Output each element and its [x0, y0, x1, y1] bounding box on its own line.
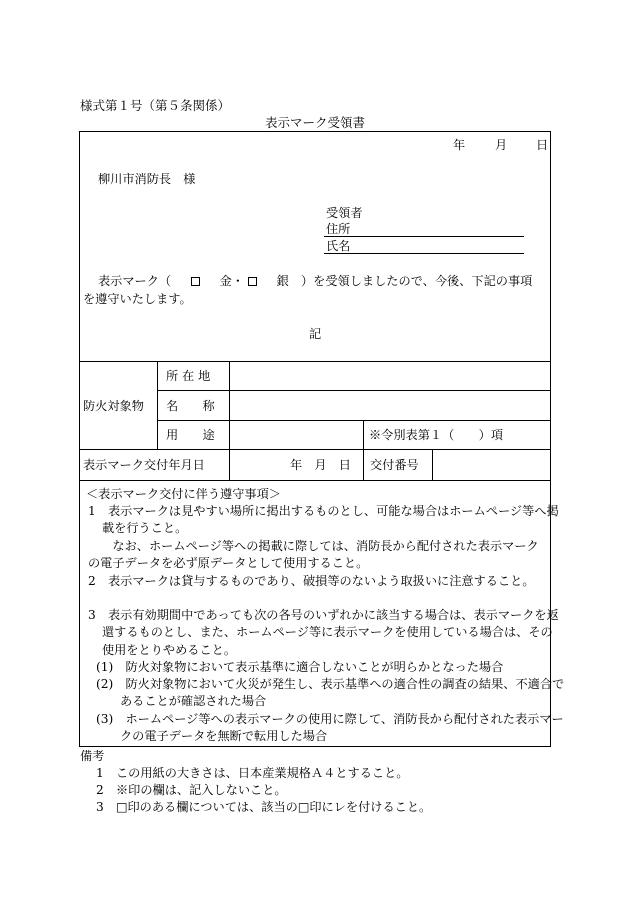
col-line-object [157, 361, 158, 449]
gold-checkbox[interactable] [191, 277, 200, 286]
rule-item-1-note: なお、ホームページ等への掲載に際しては、消防長から配付された表示マークの電子データを必ず原データとして使用すること。 [88, 539, 539, 571]
document-title: 表示マーク受領書 [264, 115, 365, 130]
form-number: 様式第１号（第５条関係） [80, 98, 231, 113]
gold-label: 金・ [219, 274, 244, 288]
use-label: 用 途 [166, 428, 215, 442]
statement-prefix: 表示マーク（ [98, 274, 172, 288]
address-label: 住所 [326, 222, 351, 236]
statement-line1 [98, 272, 532, 290]
note-item-3: 3 □印のある欄については、該当の□印にレを付けること。 [96, 800, 432, 814]
col-line-category [363, 420, 364, 480]
rule-subitem-3: (3) ホームページ等への表示マークの使用に際して、消防長から配付された表示マークの電子データを無断で転用した場合 [96, 712, 564, 744]
rule-item-1: 1 表示マークは見やすい場所に掲出するものとし、可能な場合はホームページ等へ掲載を行うこと。 [88, 504, 559, 536]
name-label: 氏名 [326, 239, 351, 253]
ki-mark: 記 [309, 327, 322, 341]
silver-label: 銀 ）を受領しましたので、今後、下記の事項 [276, 274, 533, 288]
silver-checkbox[interactable] [248, 277, 257, 286]
rules-heading: ＜表示マーク交付に伴う遵守事項＞ [86, 487, 281, 501]
date-year: 年 [453, 138, 466, 152]
table-top-line [79, 361, 551, 362]
recipient-label: 受領者 [326, 206, 363, 220]
row-line-2 [157, 420, 551, 421]
rule-item-2: 2 表示マークは貸与するものであり、破損等のないよう取扱いに注意すること。 [88, 574, 535, 588]
statement-line2: を遵守いたします。 [83, 292, 192, 306]
addressee: 柳川市消防長 様 [98, 172, 196, 186]
category-label: ※令別表第１（ ）項 [369, 428, 504, 442]
name-cell-label: 名 称 [166, 399, 215, 413]
note-item-2: 2 ※印の欄は、記入しないこと。 [96, 783, 287, 797]
date-month: 月 [495, 138, 508, 152]
row-line-3 [79, 449, 551, 450]
rule-subitem-1: (1) 防火対象物において表示基準に適合しないことが明らかとなった場合 [96, 660, 504, 674]
row-line-1 [157, 390, 551, 391]
col-line-issue-no [432, 449, 433, 480]
object-label: 防火対象物 [83, 399, 144, 413]
rule-subitem-2: (2) 防火対象物において火災が発生し、表示基準への適合性の調査の結果、不適合であることが確認された場合 [96, 677, 565, 709]
issue-date-value: 年 月 日 [290, 458, 351, 472]
date-day: 日 [536, 138, 549, 152]
notes-heading: 備考 [80, 749, 105, 763]
address-underline [324, 236, 524, 237]
name-underline [324, 253, 524, 254]
issue-number-label: 交付番号 [370, 458, 419, 472]
table-bottom-line [79, 480, 551, 481]
col-line-label [229, 361, 230, 480]
note-item-1: 1 この用紙の大きさは、日本産業規格Ａ４とすること。 [96, 766, 409, 780]
issue-date-label: 表示マーク交付年月日 [83, 458, 205, 472]
location-label: 所 在 地 [166, 369, 211, 383]
rule-item-3: 3 表示有効期間中であっても次の各号のいずれかに該当する場合は、表示マークを返還するものとし、また、ホームページ等に表示マークを使用している場合は、その使用をとりやめること。 [88, 608, 559, 657]
